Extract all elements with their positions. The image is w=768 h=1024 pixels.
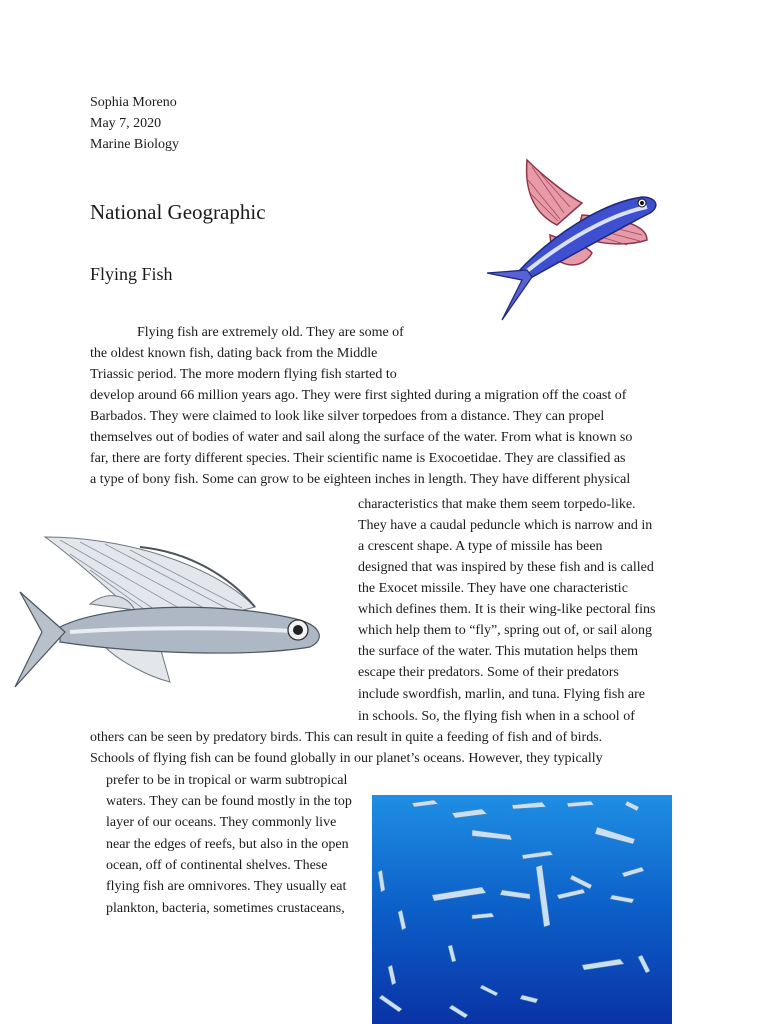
body-line-12: designed that was inspired by these fish and is called [358,560,654,575]
body-line-3: Triassic period. The more modern flying fish started to [90,367,397,382]
body-line-27: flying fish are omnivores. They usually eat [106,879,347,894]
flying-fish-top-image [482,155,662,325]
body-line-19: in schools. So, the flying fish when in a school of [358,709,635,724]
body-line-28: plankton, bacteria, sometimes crustaceans, [106,901,345,916]
body-line-4: develop around 66 million years ago. They were first sighted during a migration off the coast of [90,388,627,403]
document-title: National Geographic [90,200,266,224]
flying-fish-left-image [10,532,330,692]
body-line-11: a crescent shape. A type of missile has been [358,539,603,554]
header-author: Sophia Moreno [90,95,177,110]
body-line-26: ocean, off of continental shelves. These [106,858,328,873]
body-line-8: a type of bony fish. Some can grow to be eighteen inches in length. They have different physical [90,472,631,487]
body-line-18: include swordfish, marlin, and tuna. Flying fish are [358,687,645,702]
ocean-sharks-photo [372,795,672,1024]
body-line-24: layer of our oceans. They commonly live [106,815,337,830]
document-subtitle: Flying Fish [90,264,173,284]
body-line-1: Flying fish are extremely old. They are some of [137,325,404,340]
body-line-13: the Exocet missile. They have one characteristic [358,581,628,596]
body-line-15: which help them to “fly”, spring out of, or sail along [358,623,652,638]
body-line-14: which defines them. It is their wing-like pectoral fins [358,602,656,617]
body-line-17: escape their predators. Some of their predators [358,665,619,680]
body-line-7: far, there are forty different species. Their scientific name is Exocoetidae. They are classified as [90,451,626,466]
body-line-25: near the edges of reefs, but also in the open [106,837,349,852]
body-line-16: the surface of the water. This mutation helps them [358,644,639,659]
body-line-10: They have a caudal peduncle which is narrow and in [358,518,653,533]
header-course: Marine Biology [90,137,180,152]
body-line-23: waters. They can be found mostly in the top [106,794,352,809]
body-line-22: prefer to be in tropical or warm subtropical [106,773,348,788]
body-line-2: the oldest known fish, dating back from the Middle [90,346,378,361]
body-line-20: others can be seen by predatory birds. This can result in quite a feeding of fish and of birds. [90,730,603,745]
body-line-6: themselves out of bodies of water and sail along the surface of the water. From what is known so [90,430,633,445]
body-line-21: Schools of flying fish can be found globally in our planet’s oceans. However, they typically [90,751,603,766]
body-line-5: Barbados. They were claimed to look like silver torpedoes from a distance. They can propel [90,409,605,424]
body-line-9: characteristics that make them seem torpedo-like. [358,497,636,512]
header-date: May 7, 2020 [90,116,162,131]
